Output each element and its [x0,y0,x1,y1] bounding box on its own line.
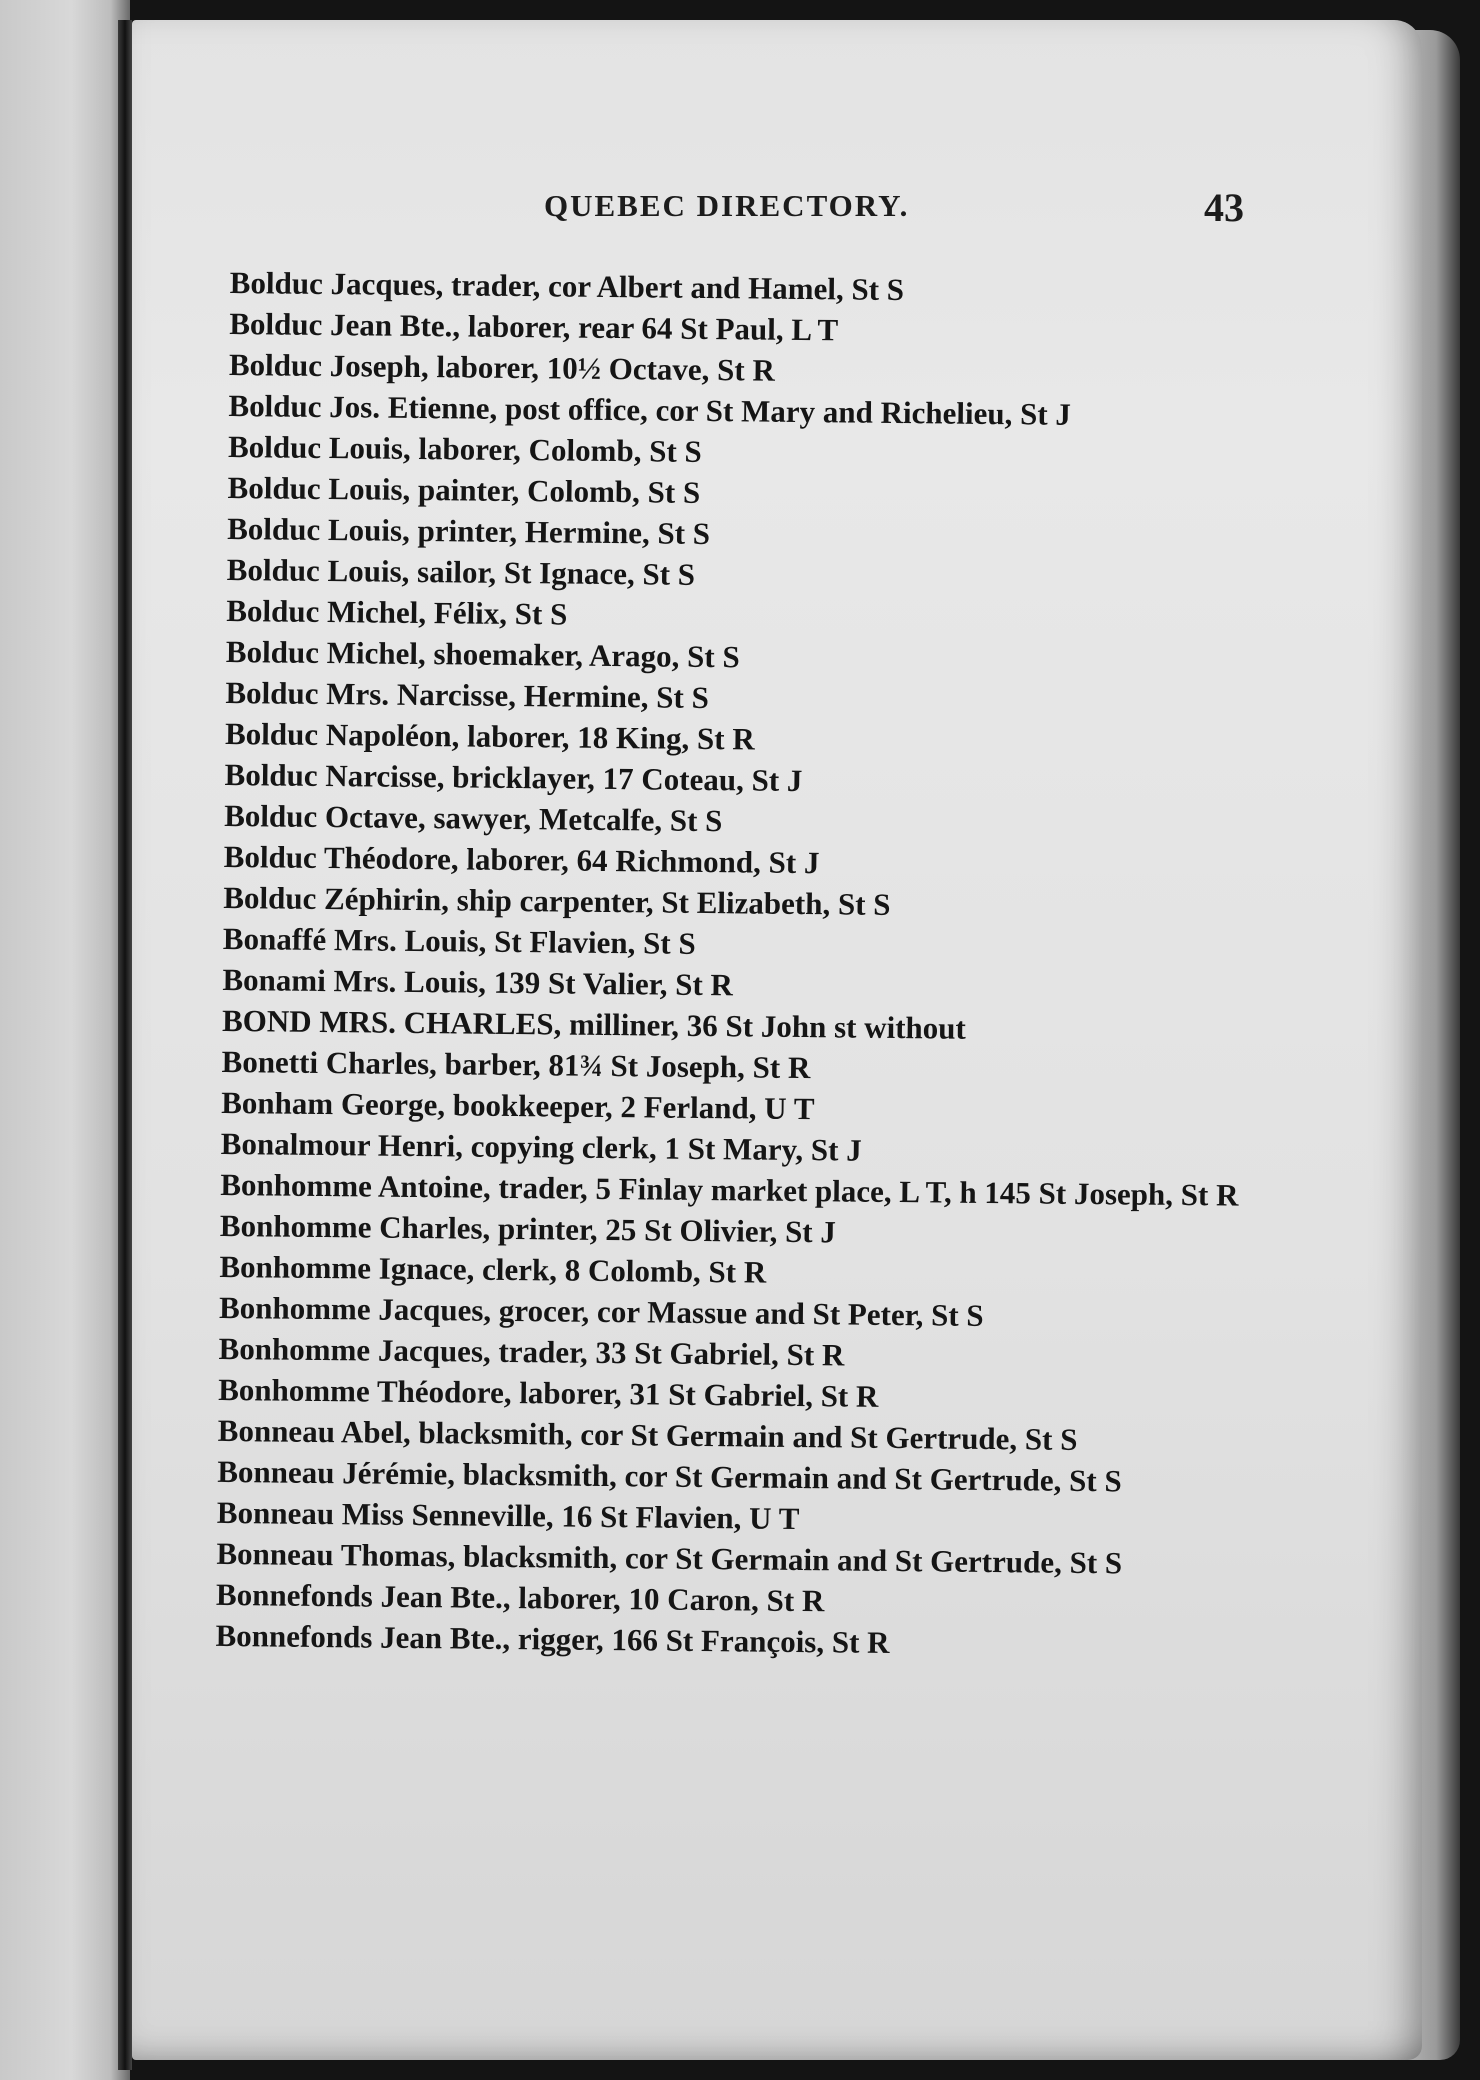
directory-entry: Bonaffé Mrs. Louis, St Flavien, St S [222,920,696,961]
directory-entry: Bonnefonds Jean Bte., rigger, 166 St François, St R [215,1617,890,1660]
directory-entry: Bonhomme Théodore, laborer, 31 St Gabriel, St R [218,1371,879,1414]
page-header [132,185,1422,232]
running-title: QUEBEC DIRECTORY. [544,188,910,223]
directory-entry: Bonneau Thomas, blacksmith, cor St Germain and St Gertrude, St S [216,1535,1123,1581]
left-page-edge [0,0,130,2080]
directory-entry: Bonhomme Ignace, clerk, 8 Colomb, St R [219,1248,767,1290]
directory-entry: Bonami Mrs. Louis, 139 St Valier, St R [222,961,734,1003]
directory-entry: Bolduc Mrs. Narcisse, Hermine, St S [225,674,709,716]
directory-entry: Bolduc Michel, Félix, St S [226,592,568,632]
directory-entry: Bonhomme Antoine, trader, 5 Finlay market place, L T, h 145 St Joseph, St R [220,1166,1239,1213]
directory-entry: Bolduc Michel, shoemaker, Arago, St S [225,633,740,675]
page-number: 43 [1204,185,1244,230]
directory-entry: Bolduc Napoléon, laborer, 18 King, St R [224,715,755,757]
directory-entry: Bolduc Louis, printer, Hermine, St S [227,510,711,552]
directory-entry: BOND MRS. CHARLES, milliner, 36 St John st without [221,1002,967,1046]
directory-entry: Bolduc Jacques, trader, cor Albert and Hamel, St S [229,264,905,308]
directory-entry: Bolduc Jos. Etienne, post office, cor St Mary and Richelieu, St J [228,387,1072,432]
directory-entry: Bonhomme Jacques, grocer, cor Massue and St Peter, St S [218,1289,984,1333]
directory-entry: Bonneau Abel, blacksmith, cor St Germain and St Gertrude, St S [217,1412,1078,1457]
directory-entry: Bonhomme Charles, printer, 25 St Olivier, St J [219,1207,837,1250]
directory-entry: Bonneau Jérémie, blacksmith, cor St Germain and St Gertrude, St S [217,1453,1122,1499]
directory-entry: Bolduc Zéphirin, ship carpenter, St Elizabeth, St S [223,879,891,922]
directory-entry: Bonalmour Henri, copying clerk, 1 St Mary, St J [220,1125,862,1168]
directory-entry: Bolduc Octave, sawyer, Metcalfe, St S [224,797,723,839]
directory-entry: Bolduc Narcisse, bricklayer, 17 Coteau, St J [224,756,803,799]
directory-entry: Bolduc Louis, sailor, St Ignace, St S [226,551,696,592]
directory-entry: Bolduc Théodore, laborer, 64 Richmond, St J [223,838,820,881]
directory-entry: Bolduc Louis, painter, Colomb, St S [227,469,701,510]
directory-entries [215,262,1270,1667]
directory-entry: Bonetti Charles, barber, 81¾ St Joseph, St R [221,1043,811,1086]
book-spine [118,20,132,2070]
directory-entry: Bonnefonds Jean Bte., laborer, 10 Caron, St R [215,1576,825,1619]
directory-entry: Bolduc Jean Bte., laborer, rear 64 St Paul, L T [229,305,839,348]
directory-entry: Bonham George, bookkeeper, 2 Ferland, U T [221,1084,815,1127]
directory-entry: Bonhomme Jacques, trader, 33 St Gabriel, St R [218,1330,845,1373]
directory-entry: Bonneau Miss Senneville, 16 St Flavien, U T [216,1494,800,1537]
directory-entry: Bolduc Louis, laborer, Colomb, St S [227,428,702,469]
directory-entry: Bolduc Joseph, laborer, 10½ Octave, St R [228,346,776,388]
